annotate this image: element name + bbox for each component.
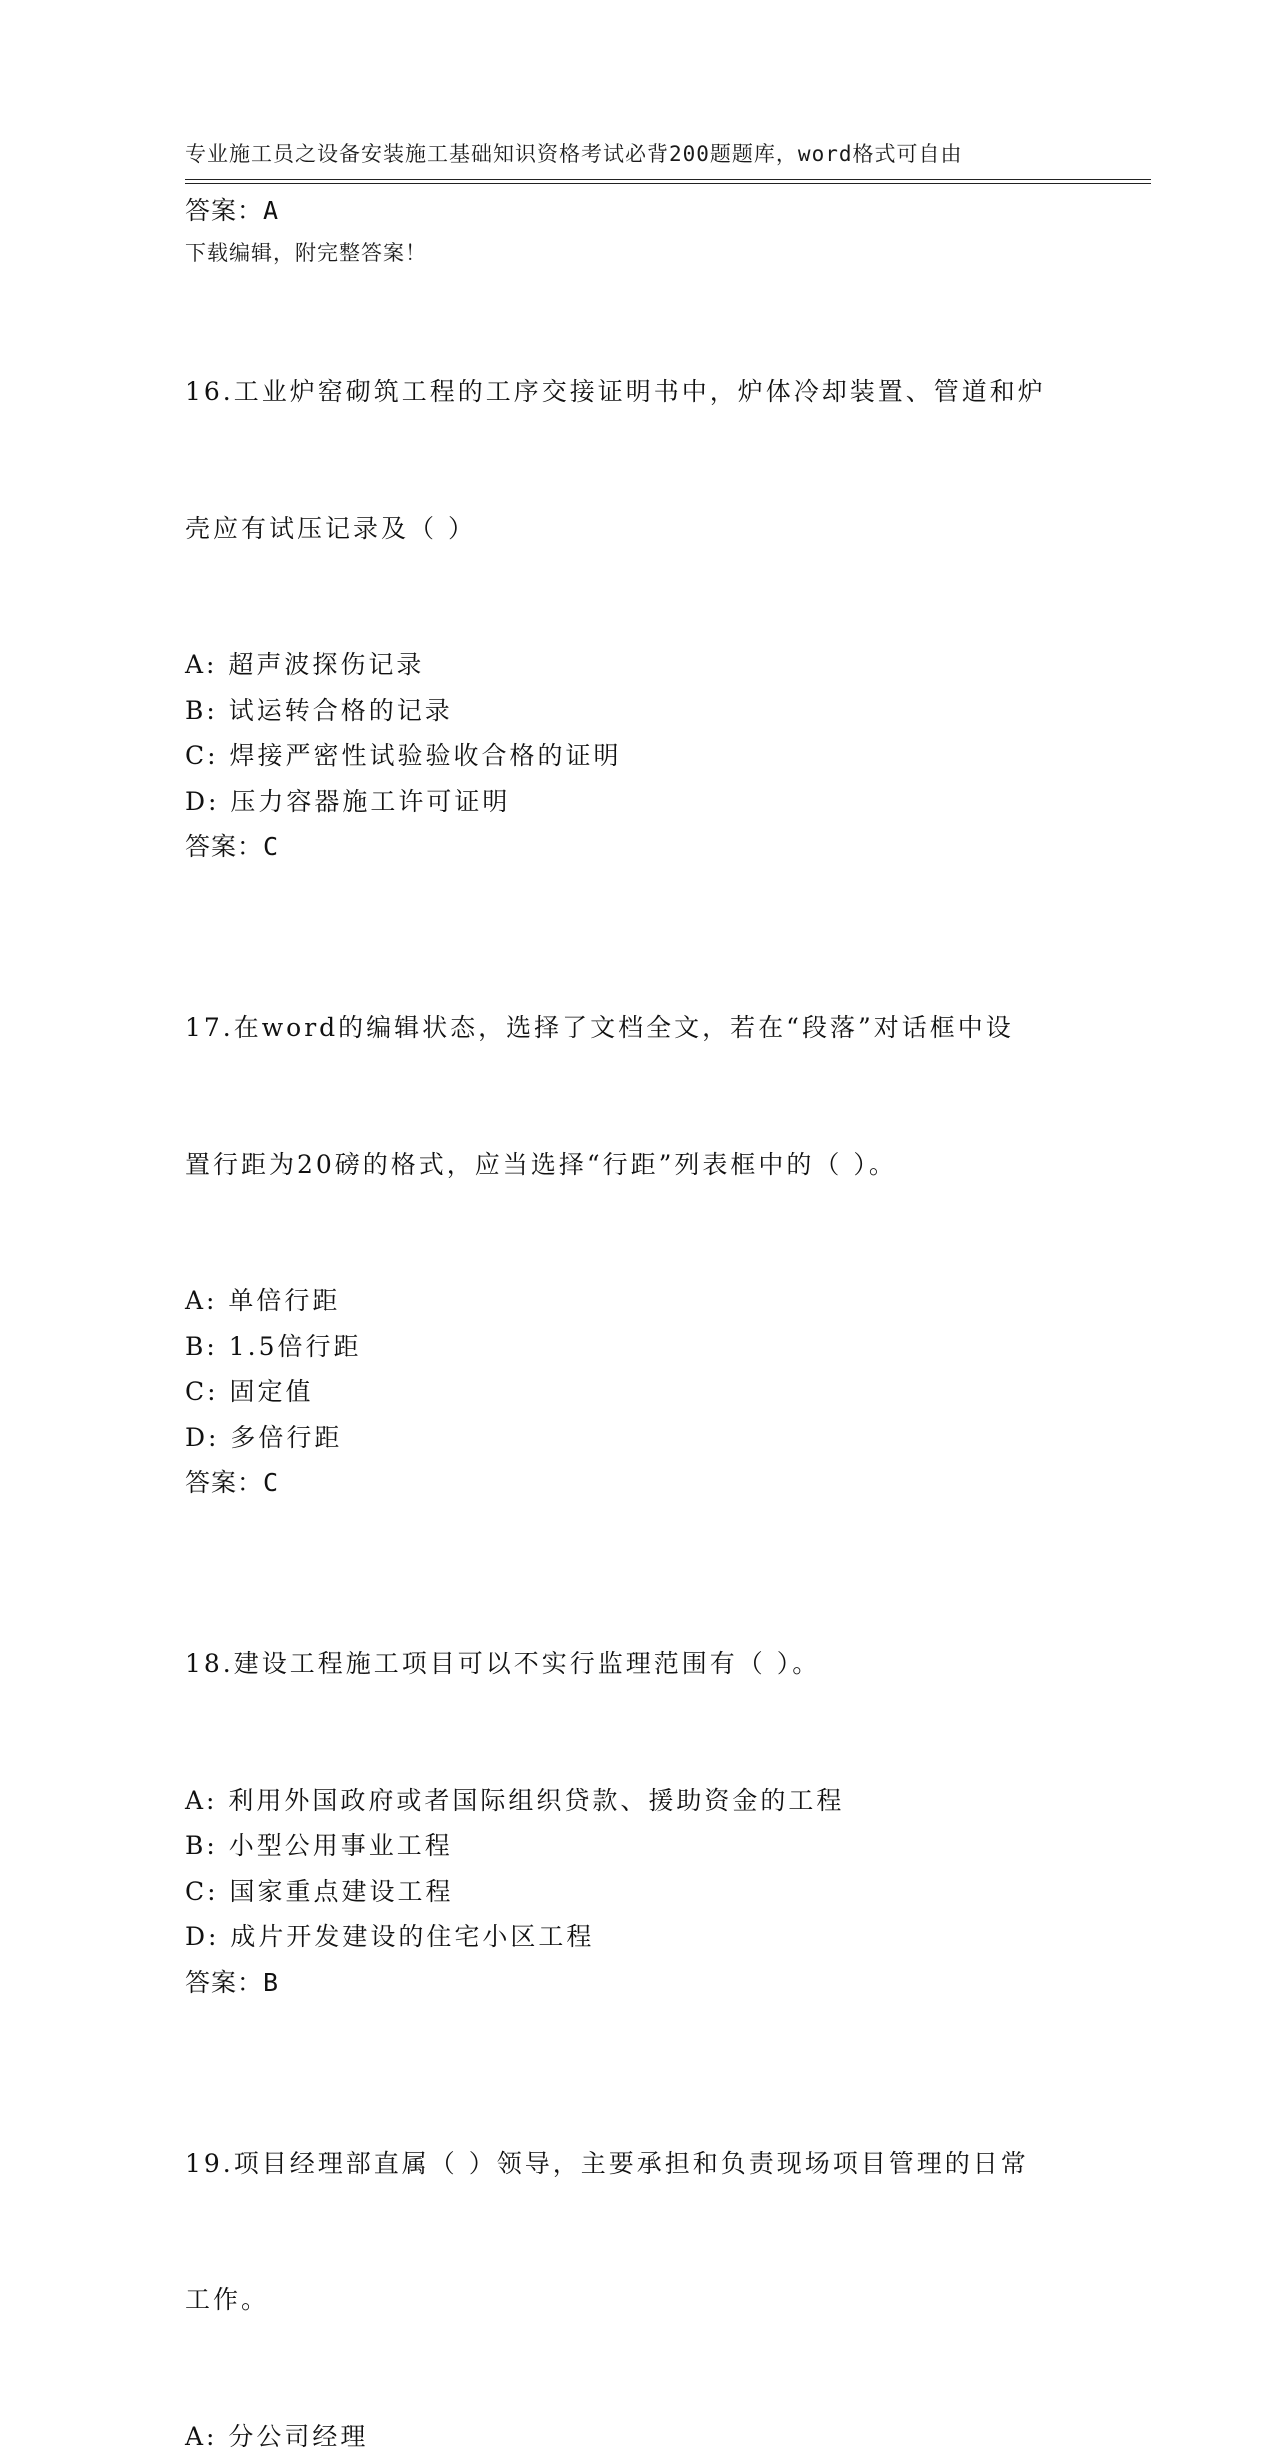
question-stem-line: 16.工业炉窑砌筑工程的工序交接证明书中，炉体冷却装置、管道和炉 — [185, 369, 1065, 415]
header-line-1: 专业施工员之设备安装施工基础知识资格考试必背200题题库，word格式可自由 — [185, 138, 1065, 171]
option-d: D: 成片开发建设的住宅小区工程 — [185, 1914, 1085, 1960]
option-c: C: 固定值 — [185, 1369, 1085, 1415]
question-stem — [185, 2050, 1065, 2414]
question-18 — [185, 1550, 1085, 2006]
question-stem-line: 壳应有试压记录及（ ） — [185, 506, 1065, 552]
question-stem-line: 置行距为20磅的格式，应当选择“行距”列表框中的（ ）。 — [185, 1142, 1065, 1188]
question-17 — [185, 914, 1085, 1506]
answer-line: 答案：A — [185, 188, 1085, 234]
header-divider-bottom — [185, 183, 1151, 184]
question-stem-line: 18.建设工程施工项目可以不实行监理范围有（ ）。 — [185, 1641, 1065, 1687]
question-stem — [185, 278, 1065, 642]
question-19 — [185, 2050, 1085, 2459]
option-d: D: 多倍行距 — [185, 1415, 1085, 1461]
question-stem — [185, 914, 1065, 1278]
option-a: A: 单倍行距 — [185, 1278, 1085, 1324]
question-stem — [185, 1550, 1065, 1778]
header-divider-top — [185, 179, 1151, 180]
option-b: B: 1.5倍行距 — [185, 1324, 1085, 1370]
questions-content — [185, 188, 1085, 2459]
answer-line: 答案：C — [185, 1460, 1085, 1506]
option-a: A: 超声波探伤记录 — [185, 642, 1085, 688]
question-stem-line: 17.在word的编辑状态，选择了文档全文，若在“段落”对话框中设 — [185, 1005, 1065, 1051]
option-b: B: 小型公用事业工程 — [185, 1823, 1085, 1869]
option-a: A: 分公司经理 — [185, 2414, 1085, 2459]
option-c: C: 焊接严密性试验验收合格的证明 — [185, 733, 1085, 779]
option-c: C: 国家重点建设工程 — [185, 1869, 1085, 1915]
answer-line: 答案：B — [185, 1960, 1085, 2006]
question-16 — [185, 278, 1085, 870]
header-line-2: 下载编辑，附完整答案！ — [185, 237, 1065, 270]
answer-line: 答案：C — [185, 824, 1085, 870]
option-d: D: 压力容器施工许可证明 — [185, 779, 1085, 825]
option-a: A: 利用外国政府或者国际组织贷款、援助资金的工程 — [185, 1778, 1085, 1824]
option-b: B: 试运转合格的记录 — [185, 688, 1085, 734]
question-stem-line: 19.项目经理部直属（ ）领导，主要承担和负责现场项目管理的日常 — [185, 2141, 1065, 2187]
question-stem-line: 工作。 — [185, 2277, 1065, 2323]
